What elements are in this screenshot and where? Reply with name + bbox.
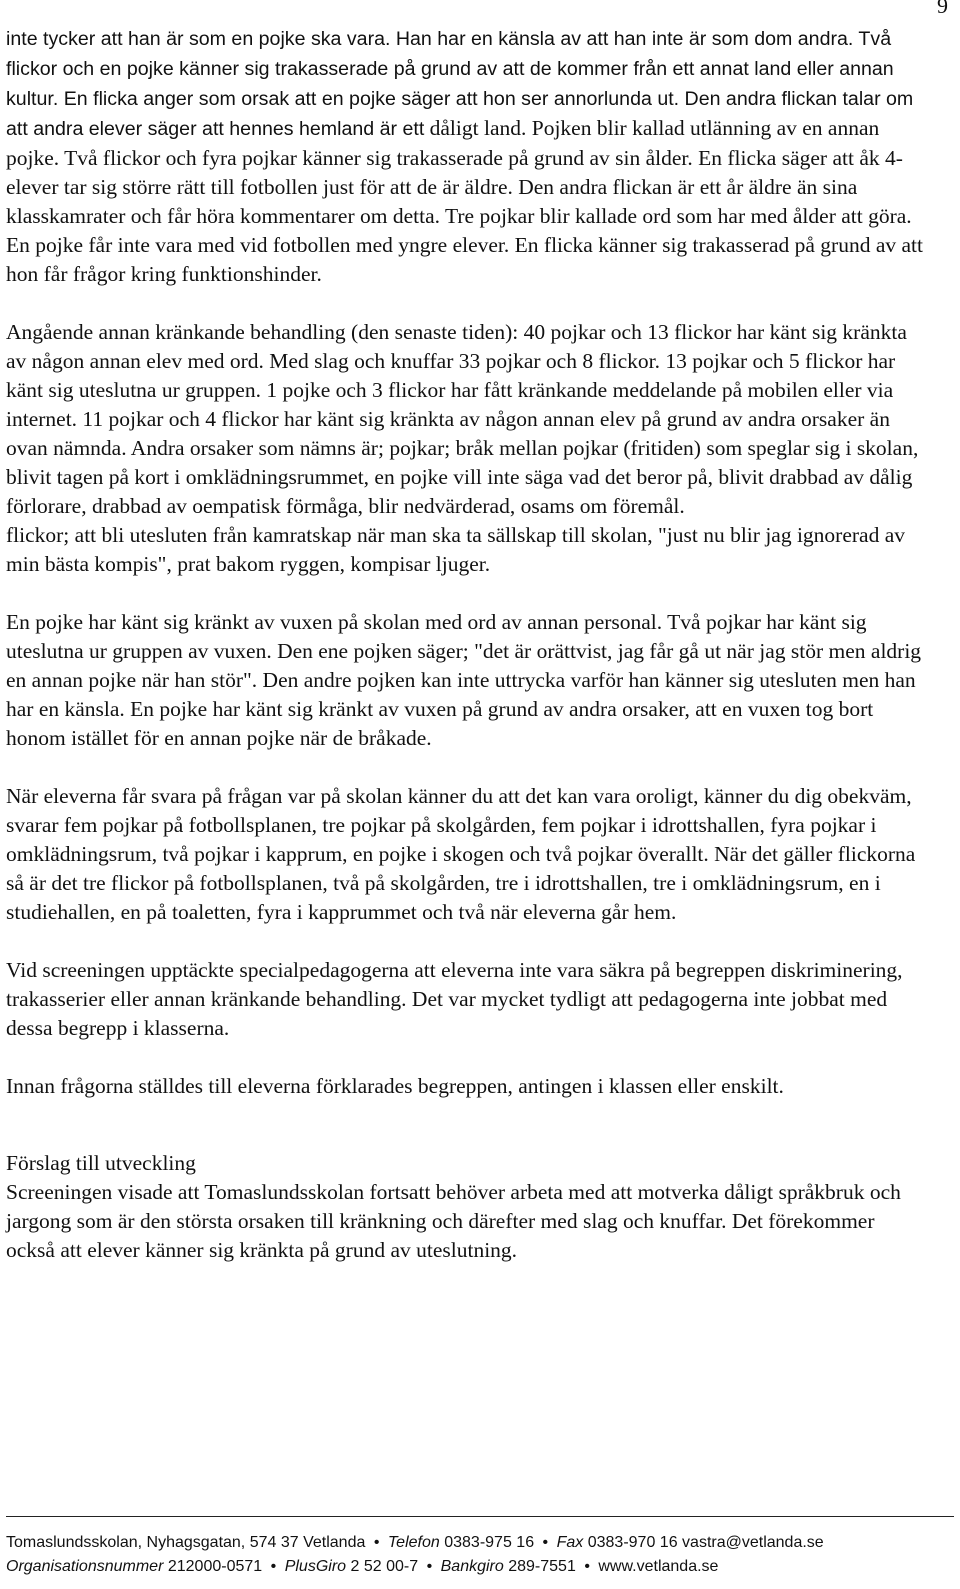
footer-line-1 (6, 1531, 954, 1555)
paragraph-6: Innan frågorna ställdes till eleverna förklarades begreppen, antingen i klassen eller enskilt. (6, 1074, 784, 1098)
section-body: Screeningen visade att Tomaslundsskolan fortsatt behöver arbeta med att motverka dåligt språkbruk och jargong som är den största orsaken till kränkning och därefter med slag och knuffar. Det förekommer också att elever känner sig kränkta på grund av uteslutning. (6, 1180, 901, 1262)
paragraph-3: En pojke har känt sig kränkt av vuxen på skolan med ord av annan personal. Två pojkar har känt sig uteslutna ur gruppen av vuxen. Den ene pojken säger; "det är orättvist, jag får gå ut när jag stör men aldrig en annan pojke när han stör". Den andre pojken kan inte uttrycka varför han känner sig utesluten men han har en känsla. En pojke har känt sig kränkt av vuxen på grund av andra orsaker, att en vuxen tog bort honom istället för en annan pojke när de bråkade. (6, 610, 922, 750)
footer-phone: 0383-975 16 (444, 1534, 535, 1551)
paragraph-5: Vid screeningen upptäckte specialpedagogerna att eleverna inte vara säkra på begreppen diskriminering, trakasserier eller annan kränkande behandling. Det var mycket tydligt att pedagogerna inte jobbat med dessa begrepp i klasserna. (6, 958, 903, 1040)
bullet-separator: • (373, 1534, 380, 1551)
footer-bankgiro: 289-7551 (508, 1558, 576, 1575)
paragraph-1-sans-text: inte tycker att han är som en pojke ska vara. Han har en känsla av att han inte är som dom andra. Två flickor och en pojke känner sig trakasserade på grund av att de kommer från ett annat land eller annan kultur. En flicka anger som orsak att en pojke säger att hon ser annorlunda ut. Den andra flickan talar om att andra elever säger att hennes hemland är ett (6, 28, 914, 140)
page-number: 9 (937, 0, 948, 18)
page-footer (6, 1516, 954, 1579)
paragraph-2b: flickor; att bli utesluten från kamratskap när man ska ta sällskap till skolan, "just nu blir jag ignorerad av min bästa kompis", prat bakom ryggen, kompisar ljuger. (6, 523, 906, 576)
section-heading: Förslag till utveckling (6, 1151, 196, 1175)
footer-phone-label: Telefon (387, 1534, 440, 1551)
paragraph-1 (6, 24, 924, 289)
footer-orgnr-label: Organisationsnummer (6, 1558, 164, 1575)
footer-bankgiro-label: Bankgiro (440, 1558, 504, 1575)
footer-line-2 (6, 1555, 954, 1579)
footer-orgnr: 212000-0571 (167, 1558, 263, 1575)
footer-fax-label: Fax (556, 1534, 584, 1551)
bullet-separator: • (584, 1558, 590, 1575)
footer-website: www.vetlanda.se (598, 1558, 719, 1575)
document-body (6, 24, 924, 1294)
footer-plusgiro-label: PlusGiro (284, 1558, 347, 1575)
bullet-separator: • (426, 1558, 433, 1575)
bullet-separator: • (542, 1534, 549, 1551)
paragraph-1-serif-text: dåligt land. Pojken blir kallad utlänning av en annan pojke. Två flickor och fyra pojkar känner sig trakasserade på grund av sin ålder. En flicka säger att åk 4-elever tar sig större rätt till fotbollen just för att de är äldre. Den andra flickan är ett år äldre än sina klasskamrater och får höra kommentarer om detta. Tre pojkar blir kallade ord som har med ålder att göra. En pojke får inte vara med vid fotbollen med yngre elever. En flicka känner sig trakasserad på grund av att hon får frågor kring funktionshinder. (6, 116, 923, 286)
footer-fax-email: 0383-970 16 vastra@vetlanda.se (587, 1534, 824, 1551)
paragraph-4: När eleverna får svara på frågan var på skolan känner du att det kan vara oroligt, känner du dig obekväm, svarar fem pojkar på fotbollsplanen, tre pojkar på skolgården, fem pojkar i idrottshallen, fyra pojkar i omklädningsrum, två pojkar i kapprum, en pojke i skogen och två pojkar överallt. När det gäller flickorna så är det tre flickor på fotbollsplanen, två på skolgården, tre i idrottshallen, tre i omklädningsrum, en i studiehallen, en på toaletten, fyra i kapprummet och två när eleverna går hem. (6, 784, 916, 924)
paragraph-2: Angående annan kränkande behandling (den senaste tiden): 40 pojkar och 13 flickor har känt sig kränkta av någon annan elev med ord. Med slag och knuffar 33 pojkar och 8 flickor. 13 pojkar och 5 flickor har känt sig uteslutna ur gruppen. 1 pojke och 3 flickor har fått kränkande meddelande på mobilen eller via internet. 11 pojkar och 4 flickor har känt sig kränkta av någon annan elev på grund av andra orsaker än ovan nämnda. Andra orsaker som nämns är; pojkar; bråk mellan pojkar (fritiden) som speglar sig i skolan, blivit tagen på kort i omklädningsrummet, en pojke vill inte säga vad det beror på, blivit drabbad av dålig förlorare, drabbad av oempatisk förmåga, blir nedvärderad, osams om föremål. (6, 320, 919, 518)
bullet-separator: • (270, 1558, 277, 1575)
footer-address: Tomaslundsskolan, Nyhagsgatan, 574 37 Vetlanda (6, 1534, 366, 1551)
footer-plusgiro: 2 52 00-7 (350, 1558, 419, 1575)
